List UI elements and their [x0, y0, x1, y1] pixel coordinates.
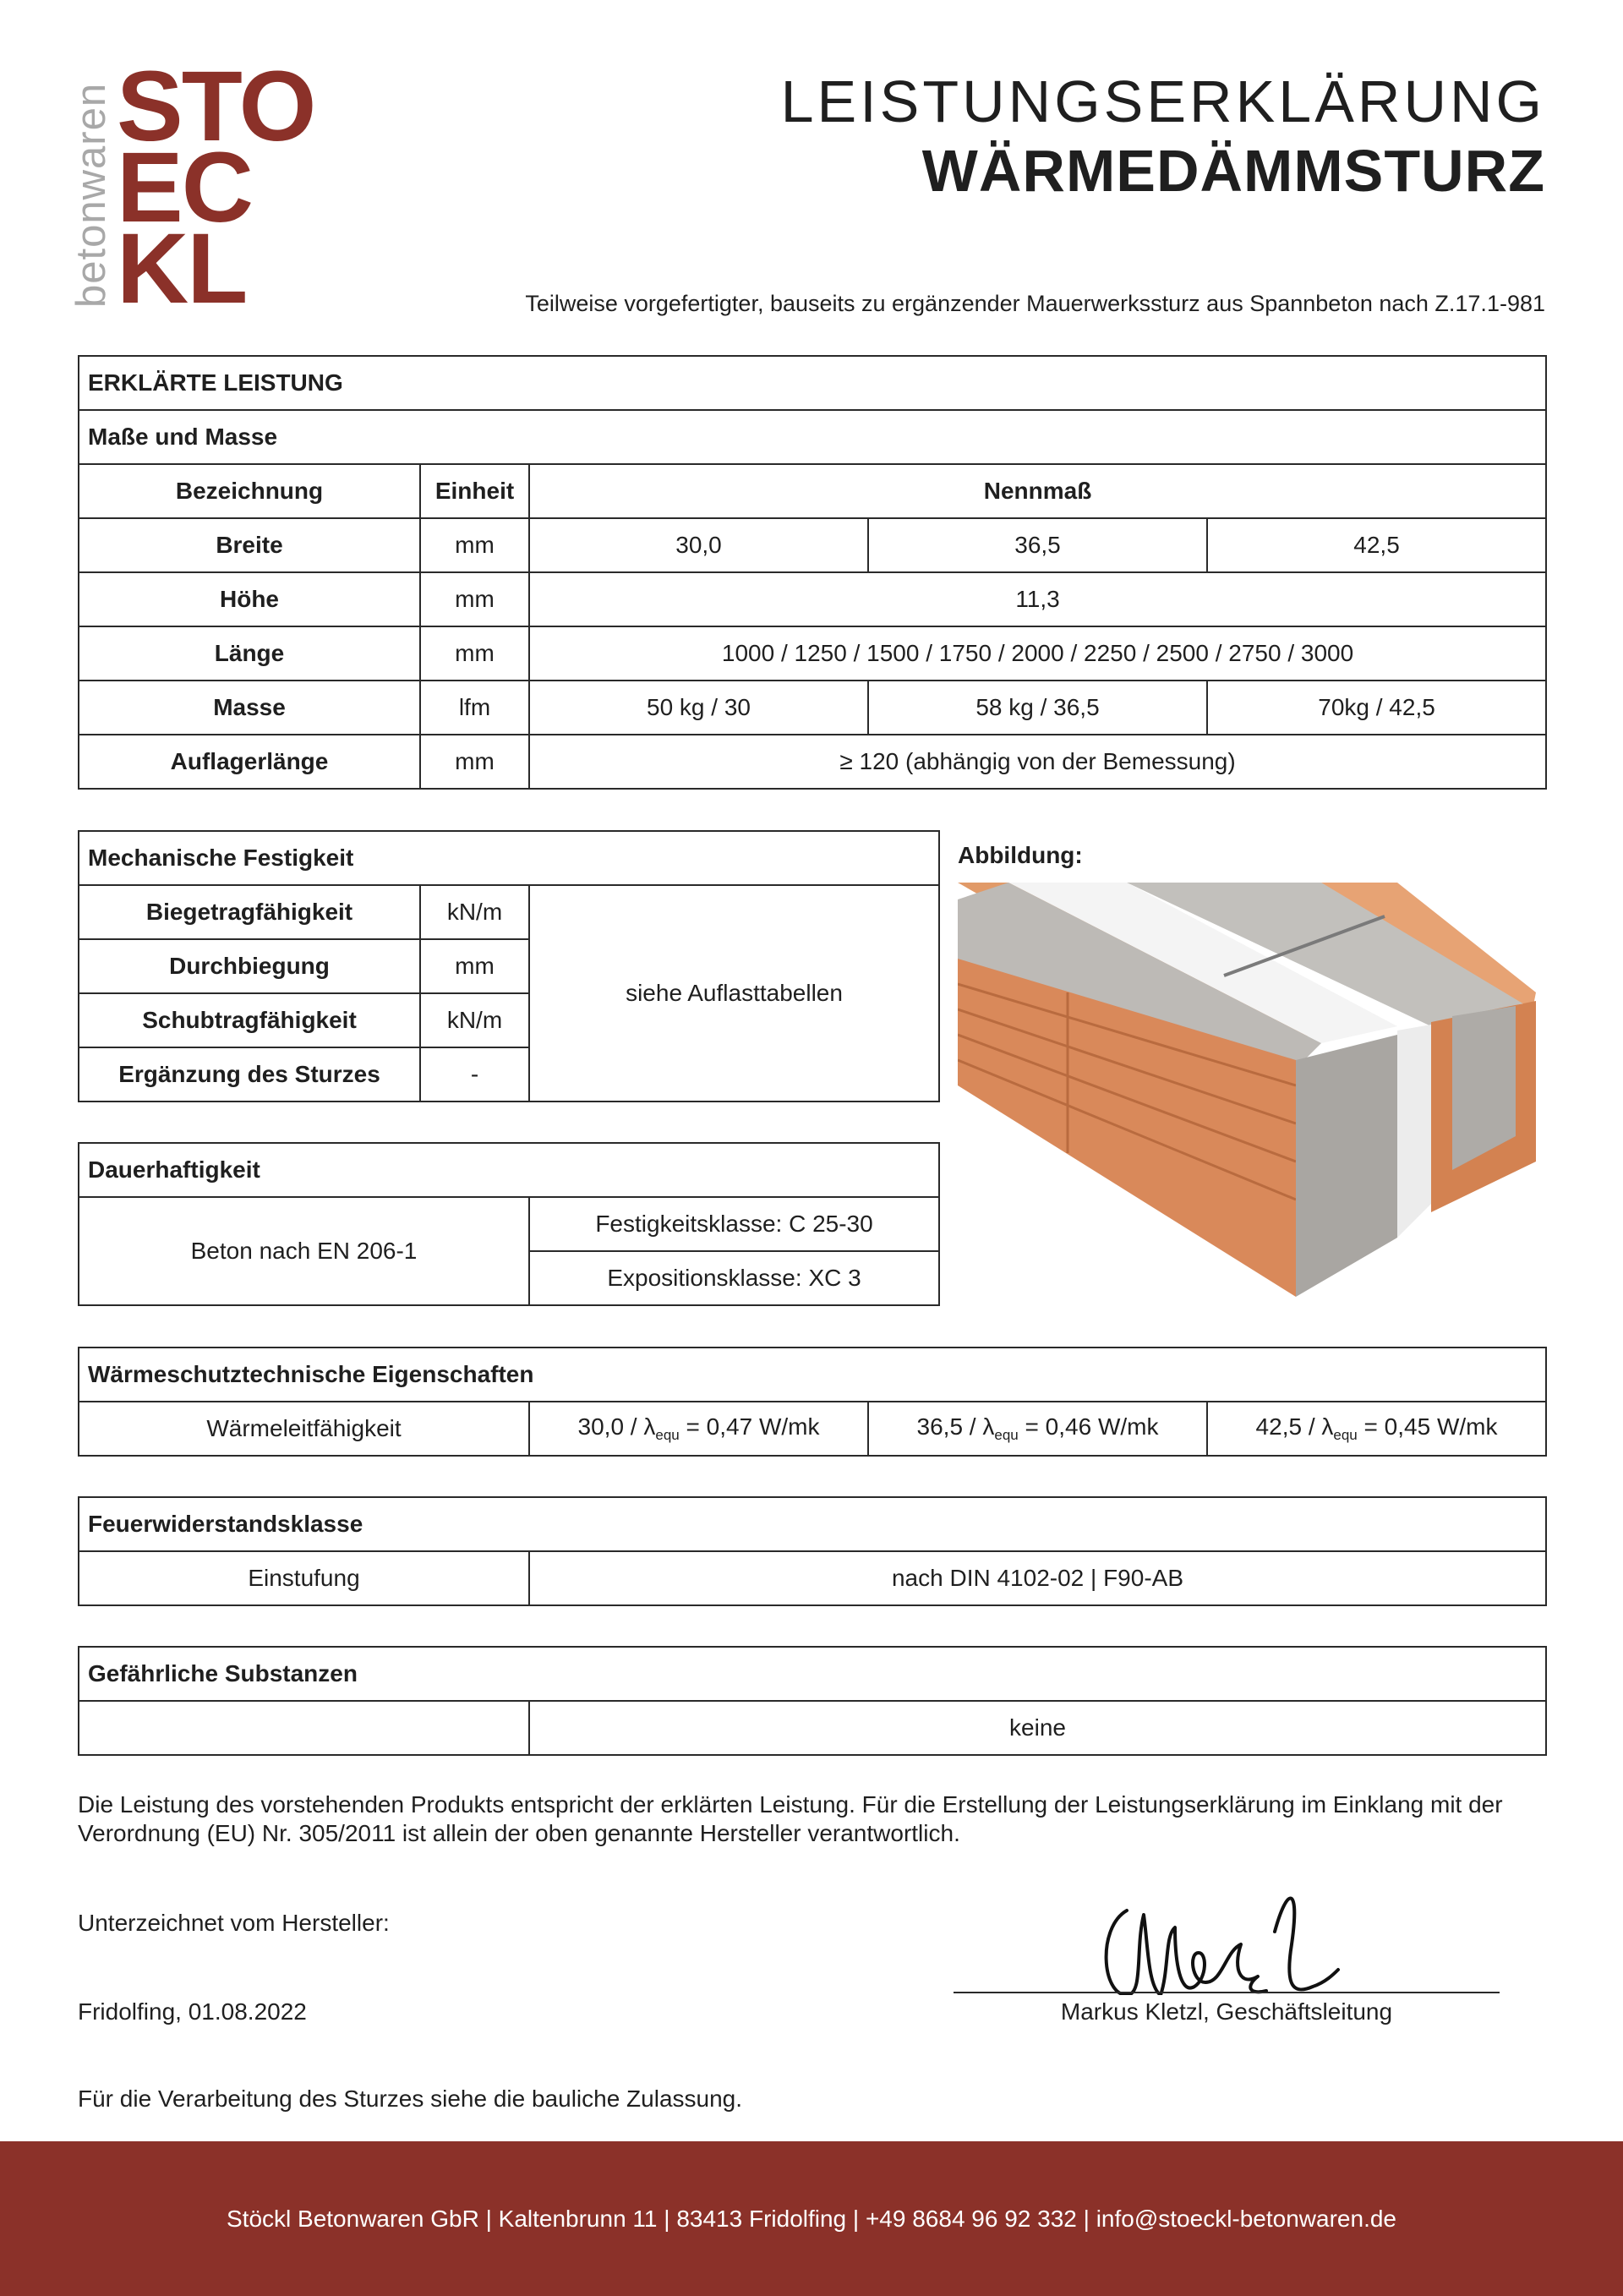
lambda-subscript: equ	[655, 1427, 680, 1443]
row-unit: mm	[420, 939, 529, 993]
table-row	[79, 410, 1546, 464]
table-row	[79, 1197, 939, 1251]
section-title: Mechanische Festigkeit	[79, 831, 939, 885]
logo-line-2: EC	[117, 132, 252, 243]
column-header: Nennmaß	[529, 464, 1546, 518]
hazard-table	[78, 1646, 1547, 1756]
subsection-title: Maße und Masse	[79, 410, 1546, 464]
document-title	[781, 68, 1545, 206]
section-title: Feuerwiderstandsklasse	[79, 1497, 1546, 1551]
section-title: Wärmeschutztechnische Eigenschaften	[79, 1348, 1546, 1402]
width-lambda: 30,0 / λ	[577, 1413, 656, 1440]
signature-line	[954, 1992, 1500, 1993]
logo-side-text: betonwaren	[68, 82, 114, 309]
row-label: Schubtragfähigkeit	[79, 993, 420, 1047]
lambda-value: = 0,46 W/mk	[1025, 1413, 1159, 1440]
table-cell: nach DIN 4102-02 | F90-AB	[529, 1551, 1546, 1605]
row-label: Wärmeleitfähigkeit	[79, 1402, 529, 1456]
row-label: Höhe	[79, 572, 420, 626]
width-lambda: 36,5 / λ	[916, 1413, 995, 1440]
section-title: Gefährliche Substanzen	[79, 1647, 1546, 1701]
table-row	[79, 1348, 1546, 1402]
table-row	[79, 831, 939, 885]
table-row	[79, 1497, 1546, 1551]
row-unit: -	[420, 1047, 529, 1102]
table-row	[79, 1551, 1546, 1605]
declaration-text: Die Leistung des vorstehenden Produkts entspricht der erklärten Leistung. Für die Erstellung der Leistungserklärung im Einklang mit der Verordnung (EU) Nr. 305/2011 ist allein der oben genannte Hersteller verantwortlich.	[78, 1791, 1503, 1846]
insulation-front	[1397, 1025, 1431, 1238]
logo-wordmark	[117, 51, 315, 325]
signed-by-label: Unterzeichnet vom Hersteller:	[78, 1910, 390, 1936]
row-label: Einstufung	[79, 1551, 529, 1605]
logo-line-3: KL	[117, 213, 247, 325]
lambda-value: = 0,47 W/mk	[686, 1413, 820, 1440]
thermal-table	[78, 1347, 1547, 1457]
row-label: Biegetragfähigkeit	[79, 885, 420, 939]
lintel-product-image	[958, 883, 1536, 1297]
table-cell: 50 kg / 30	[529, 681, 868, 735]
table-row	[79, 1647, 1546, 1701]
row-label: Beton nach EN 206-1	[79, 1197, 529, 1305]
place-date: Fridolfing, 01.08.2022	[78, 1998, 307, 2025]
concrete-front	[1296, 1035, 1397, 1297]
row-unit: lfm	[420, 681, 529, 735]
table-cell: 36,5	[868, 518, 1207, 572]
row-unit: mm	[420, 735, 529, 789]
row-label: Breite	[79, 518, 420, 572]
table-cell	[529, 1402, 868, 1456]
table-cell: ≥ 120 (abhängig von der Bemessung)	[529, 735, 1546, 789]
table-row	[79, 518, 1546, 572]
footer-contact: Stöckl Betonwaren GbR | Kaltenbrunn 11 | 83413 Fridolfing | +49 8684 96 92 332 | info@stoeckl-betonwaren.de	[0, 2141, 1623, 2296]
column-header: Einheit	[420, 464, 529, 518]
table-cell: 42,5	[1207, 518, 1546, 572]
table-row	[79, 356, 1546, 410]
row-unit: mm	[420, 518, 529, 572]
table-row	[79, 681, 1546, 735]
signatory-name: Markus Kletzl, Geschäftsleitung	[1060, 1998, 1393, 2025]
durability-table	[78, 1142, 940, 1306]
title-line-1: LEISTUNGSERKLÄRUNG	[780, 68, 1545, 134]
width-lambda: 42,5 / λ	[1255, 1413, 1334, 1440]
signature-block	[954, 1868, 1500, 2029]
table-header-row	[79, 464, 1546, 518]
row-unit: mm	[420, 572, 529, 626]
dimensions-table	[78, 355, 1547, 790]
row-unit: kN/m	[420, 885, 529, 939]
table-row	[79, 1143, 939, 1197]
company-logo	[68, 51, 326, 325]
section-title: ERKLÄRTE LEISTUNG	[79, 356, 1546, 410]
table-cell: 30,0	[529, 518, 868, 572]
column-header: Bezeichnung	[79, 464, 420, 518]
lambda-value: = 0,45 W/mk	[1363, 1413, 1498, 1440]
row-label: Durchbiegung	[79, 939, 420, 993]
table-cell: 58 kg / 36,5	[868, 681, 1207, 735]
table-row	[79, 1402, 1546, 1456]
row-label: Ergänzung des Sturzes	[79, 1047, 420, 1102]
row-label: Masse	[79, 681, 420, 735]
row-label: Länge	[79, 626, 420, 681]
table-row	[79, 735, 1546, 789]
table-row	[79, 572, 1546, 626]
table-cell: siehe Auflasttabellen	[529, 885, 939, 1102]
fire-table	[78, 1496, 1547, 1606]
table-row	[79, 1701, 1546, 1755]
table-cell: 70kg / 42,5	[1207, 681, 1546, 735]
lambda-subscript: equ	[1333, 1427, 1358, 1443]
lambda-subscript: equ	[994, 1427, 1019, 1443]
logo-line-1: STO	[117, 51, 315, 162]
handwritten-signature	[954, 1868, 1500, 1995]
row-unit: mm	[420, 626, 529, 681]
table-cell: Festigkeitsklasse: C 25-30	[529, 1197, 939, 1251]
product-subtitle: Teilweise vorgefertigter, bauseits zu ergänzender Mauerwerkssturz aus Spannbeton nach Z.17.1-981	[525, 291, 1545, 316]
table-row	[79, 885, 939, 939]
table-cell	[1207, 1402, 1546, 1456]
empty-cell	[79, 1701, 529, 1755]
table-row	[79, 626, 1546, 681]
title-line-2: WÄRMEDÄMMSTURZ	[921, 138, 1545, 204]
table-cell: 11,3	[529, 572, 1546, 626]
table-cell: Expositionsklasse: XC 3	[529, 1251, 939, 1305]
table-cell: 1000 / 1250 / 1500 / 1750 / 2000 / 2250 / 2500 / 2750 / 3000	[529, 626, 1546, 681]
table-cell	[868, 1402, 1207, 1456]
table-cell: keine	[529, 1701, 1546, 1755]
image-label: Abbildung:	[958, 842, 1083, 868]
section-title: Dauerhaftigkeit	[79, 1143, 939, 1197]
row-label: Auflagerlänge	[79, 735, 420, 789]
processing-note: Für die Verarbeitung des Sturzes siehe die bauliche Zulassung.	[78, 2086, 743, 2112]
row-unit: kN/m	[420, 993, 529, 1047]
mechanical-table	[78, 830, 940, 1102]
